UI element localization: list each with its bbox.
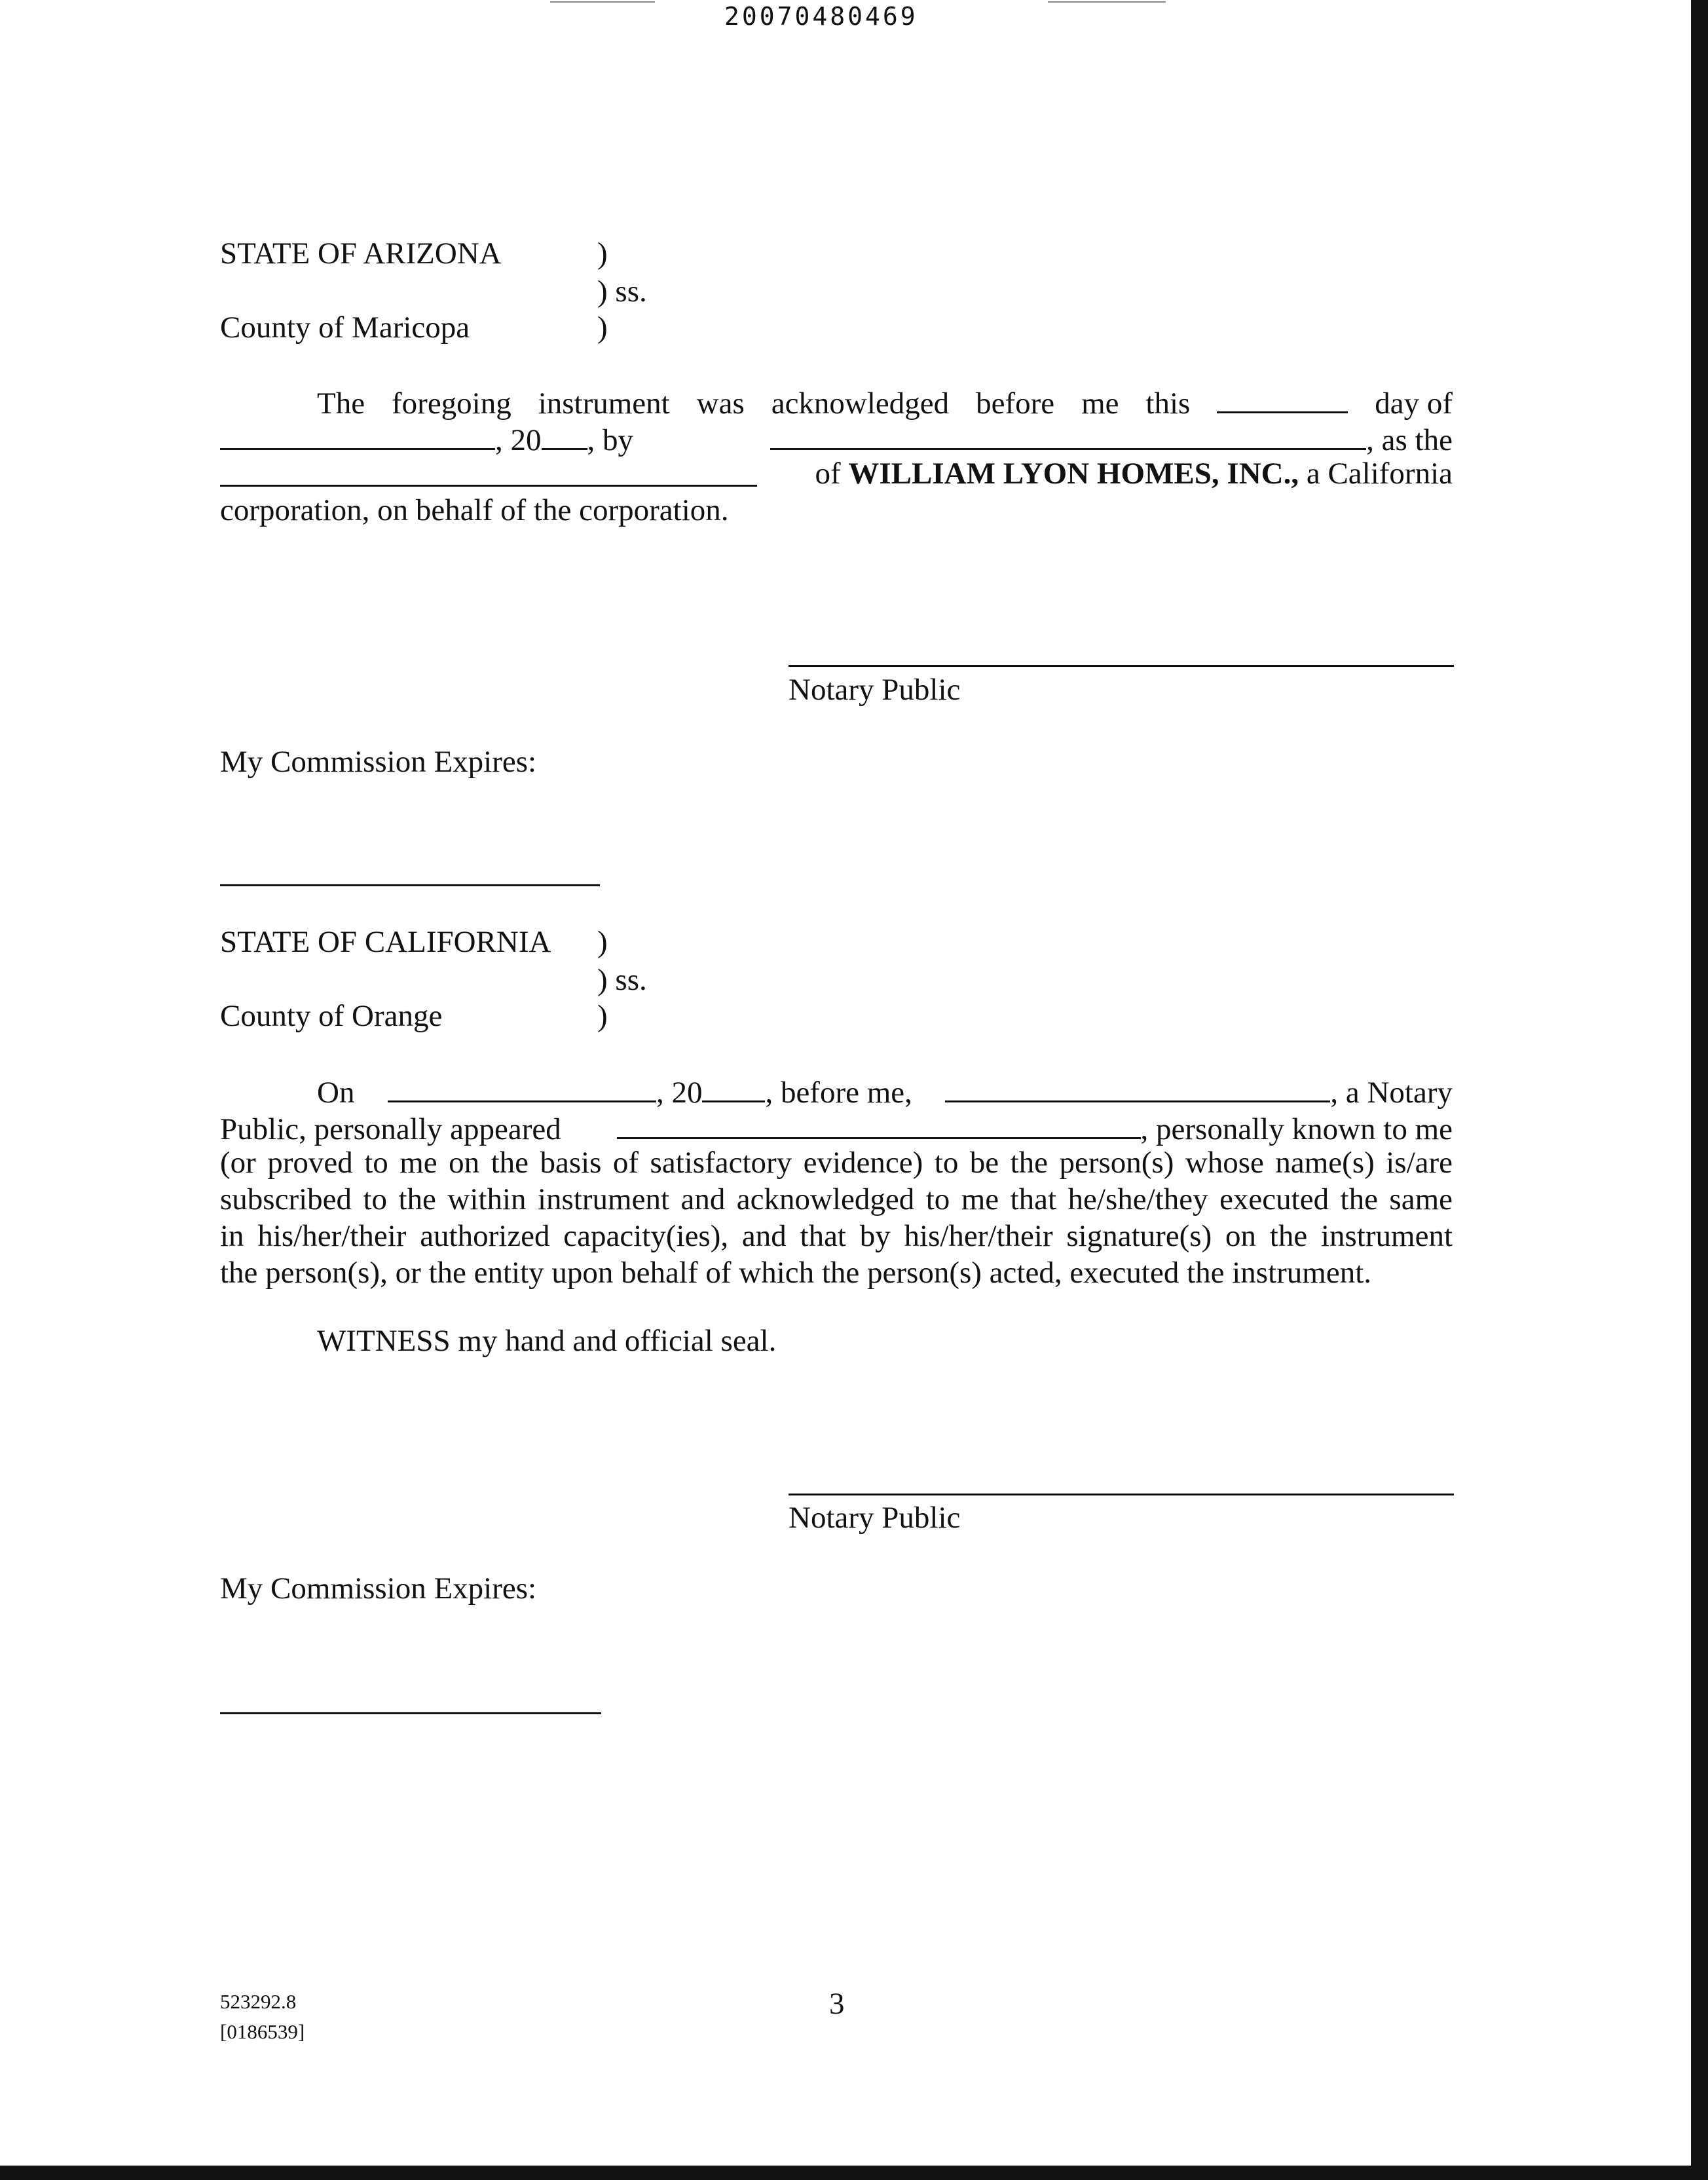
word: me xyxy=(1081,386,1119,421)
state-arizona: STATE OF ARIZONA xyxy=(220,236,502,271)
company-name: WILLIAM LYON HOMES, INC., xyxy=(848,457,1299,491)
notary-name-blank xyxy=(945,1074,1330,1102)
arizona-para-line-3 xyxy=(220,459,1453,489)
top-mark-right xyxy=(1048,1,1166,3)
month-blank xyxy=(220,422,495,450)
title-blank xyxy=(220,459,757,487)
witness-text: WITNESS my hand and official seal. xyxy=(317,1324,777,1358)
a-notary-text: , a Notary xyxy=(1330,1076,1453,1110)
word: acknowledged xyxy=(771,386,950,421)
california-para-line-5: in his/her/their authorized capacity(ies), and that by his/her/their signature(s) on the instrument xyxy=(220,1219,1453,1253)
of-text: of xyxy=(815,457,841,491)
word: foregoing xyxy=(392,386,511,421)
page-number: 3 xyxy=(829,1987,845,2021)
doc-id: 523292.8 xyxy=(220,1990,297,2013)
personally-appeared-text: Public, personally appeared xyxy=(220,1112,561,1146)
county-maricopa: County of Maricopa xyxy=(220,310,470,345)
notary-public-label-1: Notary Public xyxy=(789,673,961,707)
appeared-blank xyxy=(617,1111,1141,1139)
california-para-line-4: subscribed to the within instrument and acknowledged to me that he/she/they executed the same xyxy=(220,1182,1453,1216)
state-california: STATE OF CALIFORNIA xyxy=(220,925,551,959)
year-blank-2 xyxy=(702,1074,765,1102)
day-of-text: day of xyxy=(1375,386,1453,421)
year-prefix-2: , 20 xyxy=(656,1076,703,1110)
commission-line-1 xyxy=(220,884,600,886)
california-para-line-6: the person(s), or the entity upon behalf of which the person(s) acted, executed the instrument. xyxy=(220,1256,1372,1290)
paren-4: ) xyxy=(597,999,608,1033)
paren-2: ) xyxy=(597,310,608,345)
top-mark-left xyxy=(550,1,655,3)
notary-signature-line-2 xyxy=(789,1494,1454,1495)
doc-ref: [0186539] xyxy=(220,2020,305,2043)
scan-border-right xyxy=(1691,0,1708,2180)
corp-type: a California xyxy=(1306,457,1453,491)
date-blank xyxy=(388,1074,656,1102)
notary-public-label-2: Notary Public xyxy=(789,1501,961,1535)
paren-1: ) xyxy=(597,236,608,271)
document-number: 20070480469 xyxy=(724,2,918,31)
word: was xyxy=(696,386,745,421)
county-orange: County of Orange xyxy=(220,999,443,1033)
name-blank xyxy=(770,422,1366,450)
notary-signature-line-1 xyxy=(789,665,1454,667)
ss-2: ) ss. xyxy=(597,963,647,997)
commission-expires-2: My Commission Expires: xyxy=(220,1571,537,1606)
day-blank xyxy=(1217,385,1348,413)
before-me-text: , before me, xyxy=(765,1076,912,1110)
california-para-line-3: (or proved to me on the basis of satisfactory evidence) to be the person(s) whose name(s) is/are xyxy=(220,1146,1453,1180)
on-text: On xyxy=(317,1076,355,1110)
word: this xyxy=(1145,386,1191,421)
year-blank xyxy=(542,422,587,450)
ss-1: ) ss. xyxy=(597,274,647,309)
word: The xyxy=(317,386,365,421)
by-text: , by xyxy=(587,423,633,457)
as-the-text: , as the xyxy=(1366,423,1453,457)
commission-expires-1: My Commission Expires: xyxy=(220,745,537,779)
arizona-para-line-1 xyxy=(220,385,1453,419)
california-para-line-1 xyxy=(220,1074,1453,1108)
year-prefix: , 20 xyxy=(495,423,542,457)
paren-3: ) xyxy=(597,925,608,959)
commission-line-2 xyxy=(220,1712,601,1714)
word: before xyxy=(976,386,1055,421)
california-para-line-2 xyxy=(220,1111,1453,1145)
word: instrument xyxy=(538,386,670,421)
arizona-para-line-4: corporation, on behalf of the corporation. xyxy=(220,493,729,527)
arizona-para-line-2 xyxy=(220,422,1453,456)
scan-border-bottom xyxy=(0,2166,1708,2180)
personally-known-text: , personally known to me xyxy=(1140,1112,1453,1146)
